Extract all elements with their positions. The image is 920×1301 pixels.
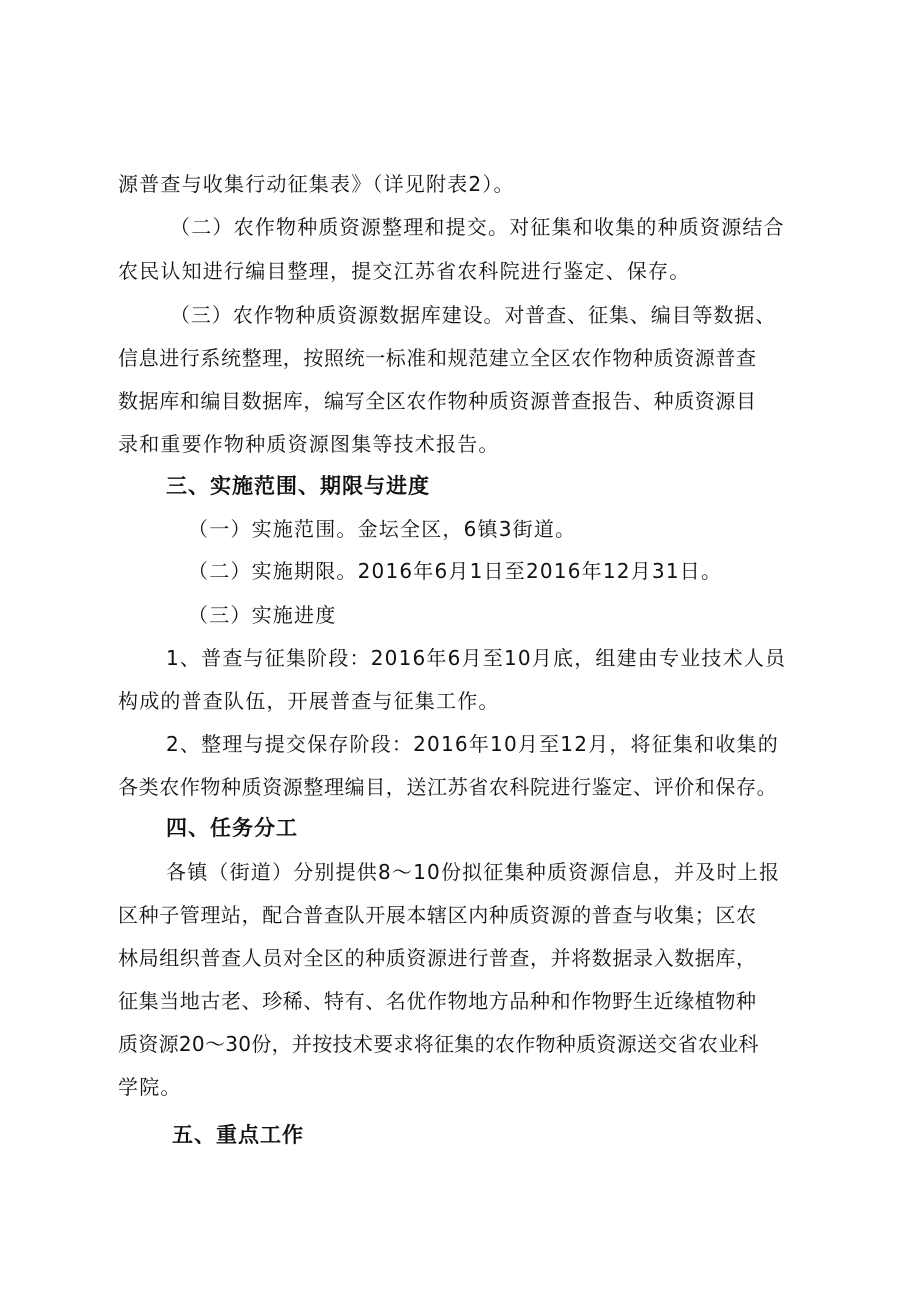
text-line-18: 区种子管理站，配合普查队开展本辖区内种质资源的普查与收集；区农	[118, 903, 757, 927]
text-line-21: 质资源20～30份，并按技术要求将征集的农作物种质资源送交省农业科	[118, 1032, 759, 1056]
text-line-4: （三）农作物种质资源数据库建设。对普查、征集、编目等数据、	[170, 303, 777, 327]
section-heading-4: 四、任务分工	[166, 816, 298, 840]
text-line-3: 农民认知进行编目整理，提交江苏省农科院进行鉴定、保存。	[118, 259, 691, 283]
text-line-19: 林局组织普查人员对全区的种质资源进行普查，并将数据录入数据库，	[118, 946, 757, 970]
text-line-22: 学院。	[118, 1075, 182, 1099]
text-line-10: （二）实施期限。2016年6月1日至2016年12月31日。	[188, 559, 723, 583]
section-heading-3: 三、实施范围、期限与进度	[166, 474, 430, 498]
text-line-6: 数据库和编目数据库，编写全区农作物种质资源普查报告、种质资源目	[118, 389, 757, 413]
text-line-14: 2、整理与提交保存阶段：2016年10月至12月，将征集和收集的	[166, 732, 779, 756]
section-heading-5: 五、重点工作	[172, 1123, 304, 1147]
text-line-9: （一）实施范围。金坛全区，6镇3街道。	[188, 517, 577, 541]
text-line-5: 信息进行系统整理，按照统一标准和规范建立全区农作物种质资源普查	[118, 346, 757, 370]
text-line-1: 源普查与收集行动征集表》（详见附表2）。	[118, 172, 515, 196]
text-line-15: 各类农作物种质资源整理编目，送江苏省农科院进行鉴定、评价和保存。	[118, 775, 778, 799]
text-line-11: （三）实施进度	[188, 603, 337, 627]
text-line-7: 录和重要作物种质资源图集等技术报告。	[118, 432, 500, 456]
text-line-20: 征集当地古老、珍稀、特有、名优作物地方品种和作物野生近缘植物种	[118, 989, 757, 1013]
text-line-17: 各镇（街道）分别提供8～10份拟征集种质资源信息，并及时上报	[166, 860, 781, 884]
text-line-13: 构成的普查队伍，开展普查与征集工作。	[118, 689, 500, 713]
text-line-2: （二）农作物种质资源整理和提交。对征集和收集的种质资源结合	[170, 215, 785, 239]
text-line-12: 1、普查与征集阶段：2016年6月至10月底，组建由专业技术人员	[166, 646, 787, 670]
